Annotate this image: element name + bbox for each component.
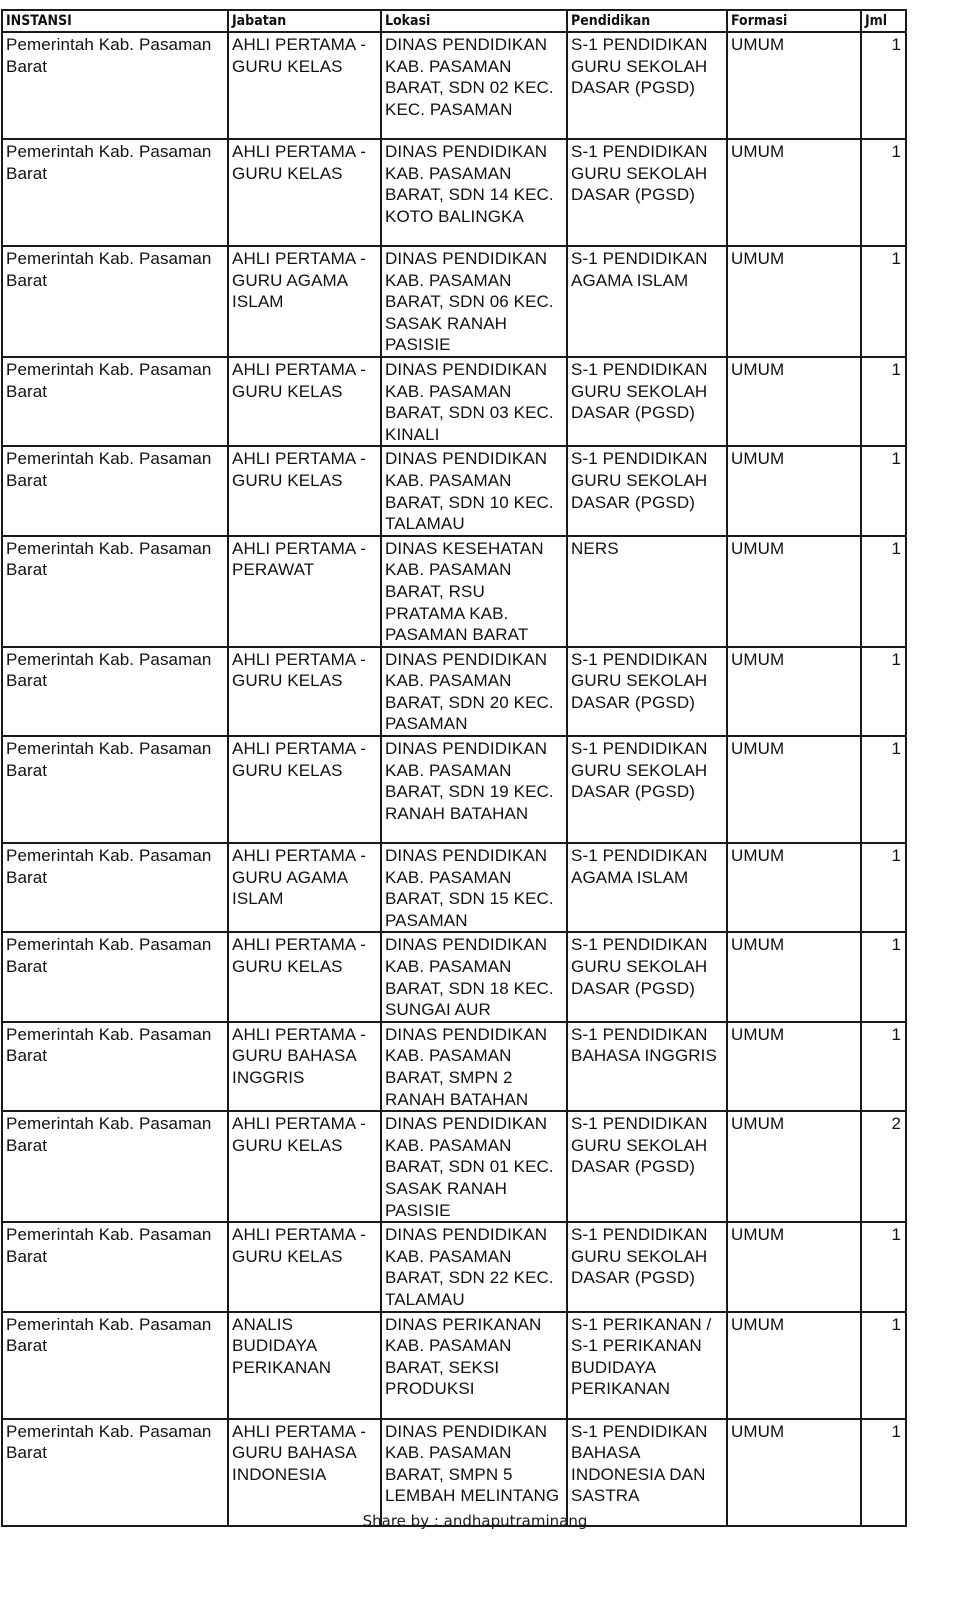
cell-jabatan: AHLI PERTAMA - GURU KELAS bbox=[228, 1111, 381, 1222]
cell-pendidikan: S-1 PENDIDIKAN GURU SEKOLAH DASAR (PGSD) bbox=[567, 1111, 727, 1222]
cell-lokasi: DINAS PENDIDIKAN KAB. PASAMAN BARAT, SDN 01 KEC. SASAK RANAH PASISIE bbox=[381, 1111, 567, 1222]
cell-formasi: UMUM bbox=[727, 1222, 861, 1311]
cell-jabatan: AHLI PERTAMA - GURU AGAMA ISLAM bbox=[228, 843, 381, 932]
cell-jml: 1 bbox=[861, 736, 906, 843]
cell-jabatan: AHLI PERTAMA - PERAWAT bbox=[228, 536, 381, 647]
cell-jabatan: ANALIS BUDIDAYA PERIKANAN bbox=[228, 1312, 381, 1419]
cell-pendidikan: S-1 PENDIDIKAN GURU SEKOLAH DASAR (PGSD) bbox=[567, 357, 727, 446]
header-jabatan: Jabatan bbox=[228, 10, 381, 32]
header-row bbox=[2, 10, 906, 32]
cell-instansi: Pemerintah Kab. Pasaman Barat bbox=[2, 357, 228, 446]
table-row bbox=[2, 932, 906, 1021]
cell-instansi: Pemerintah Kab. Pasaman Barat bbox=[2, 536, 228, 647]
cell-jabatan: AHLI PERTAMA - GURU BAHASA INGGRIS bbox=[228, 1022, 381, 1111]
cell-pendidikan: S-1 PENDIDIKAN GURU SEKOLAH DASAR (PGSD) bbox=[567, 647, 727, 736]
cell-instansi: Pemerintah Kab. Pasaman Barat bbox=[2, 736, 228, 843]
cell-instansi: Pemerintah Kab. Pasaman Barat bbox=[2, 32, 228, 139]
cell-lokasi: DINAS PENDIDIKAN KAB. PASAMAN BARAT, SDN 22 KEC. TALAMAU bbox=[381, 1222, 567, 1311]
cell-lokasi: DINAS PERIKANAN KAB. PASAMAN BARAT, SEKSI PRODUKSI bbox=[381, 1312, 567, 1419]
cell-pendidikan: S-1 PERIKANAN / S-1 PERIKANAN BUDIDAYA PERIKANAN bbox=[567, 1312, 727, 1419]
cell-pendidikan: S-1 PENDIDIKAN GURU SEKOLAH DASAR (PGSD) bbox=[567, 32, 727, 139]
cell-lokasi: DINAS PENDIDIKAN KAB. PASAMAN BARAT, SDN 18 KEC. SUNGAI AUR bbox=[381, 932, 567, 1021]
cell-jml: 1 bbox=[861, 1022, 906, 1111]
table-row bbox=[2, 357, 906, 446]
header-lokasi: Lokasi bbox=[381, 10, 567, 32]
header-pendidikan: Pendidikan bbox=[567, 10, 727, 32]
cell-jml: 1 bbox=[861, 246, 906, 357]
cell-lokasi: DINAS PENDIDIKAN KAB. PASAMAN BARAT, SDN 10 KEC. TALAMAU bbox=[381, 446, 567, 535]
cell-jabatan: AHLI PERTAMA - GURU KELAS bbox=[228, 932, 381, 1021]
cell-jml: 1 bbox=[861, 1419, 906, 1526]
cell-instansi: Pemerintah Kab. Pasaman Barat bbox=[2, 139, 228, 246]
cell-pendidikan: S-1 PENDIDIKAN GURU SEKOLAH DASAR (PGSD) bbox=[567, 446, 727, 535]
vacancy-table bbox=[1, 9, 907, 1527]
cell-pendidikan: S-1 PENDIDIKAN BAHASA INDONESIA DAN SASTRA bbox=[567, 1419, 727, 1526]
cell-lokasi: DINAS PENDIDIKAN KAB. PASAMAN BARAT, SMPN 2 RANAH BATAHAN bbox=[381, 1022, 567, 1111]
cell-formasi: UMUM bbox=[727, 1111, 861, 1222]
cell-pendidikan: S-1 PENDIDIKAN GURU SEKOLAH DASAR (PGSD) bbox=[567, 736, 727, 843]
cell-jabatan: AHLI PERTAMA - GURU KELAS bbox=[228, 446, 381, 535]
cell-instansi: Pemerintah Kab. Pasaman Barat bbox=[2, 1222, 228, 1311]
cell-jml: 1 bbox=[861, 357, 906, 446]
table-row bbox=[2, 1111, 906, 1222]
cell-jabatan: AHLI PERTAMA - GURU AGAMA ISLAM bbox=[228, 246, 381, 357]
cell-formasi: UMUM bbox=[727, 1419, 861, 1526]
cell-lokasi: DINAS PENDIDIKAN KAB. PASAMAN BARAT, SDN 15 KEC. PASAMAN bbox=[381, 843, 567, 932]
cell-formasi: UMUM bbox=[727, 647, 861, 736]
cell-pendidikan: S-1 PENDIDIKAN AGAMA ISLAM bbox=[567, 246, 727, 357]
header-jml: Jml bbox=[861, 10, 906, 32]
cell-jabatan: AHLI PERTAMA - GURU BAHASA INDONESIA bbox=[228, 1419, 381, 1526]
table-row bbox=[2, 1022, 906, 1111]
cell-jabatan: AHLI PERTAMA - GURU KELAS bbox=[228, 1222, 381, 1311]
cell-instansi: Pemerintah Kab. Pasaman Barat bbox=[2, 843, 228, 932]
cell-jml: 1 bbox=[861, 139, 906, 246]
cell-formasi: UMUM bbox=[727, 536, 861, 647]
table-row bbox=[2, 536, 906, 647]
cell-formasi: UMUM bbox=[727, 32, 861, 139]
cell-instansi: Pemerintah Kab. Pasaman Barat bbox=[2, 647, 228, 736]
cell-instansi: Pemerintah Kab. Pasaman Barat bbox=[2, 1312, 228, 1419]
cell-instansi: Pemerintah Kab. Pasaman Barat bbox=[2, 1419, 228, 1526]
footer-credit: Share by : andhaputraminang bbox=[362, 1512, 588, 1530]
cell-lokasi: DINAS PENDIDIKAN KAB. PASAMAN BARAT, SDN 03 KEC. KINALI bbox=[381, 357, 567, 446]
cell-formasi: UMUM bbox=[727, 843, 861, 932]
cell-jml: 1 bbox=[861, 536, 906, 647]
table-row bbox=[2, 246, 906, 357]
cell-jml: 1 bbox=[861, 32, 906, 139]
cell-lokasi: DINAS PENDIDIKAN KAB. PASAMAN BARAT, SDN 14 KEC. KOTO BALINGKA bbox=[381, 139, 567, 246]
cell-instansi: Pemerintah Kab. Pasaman Barat bbox=[2, 246, 228, 357]
cell-pendidikan: S-1 PENDIDIKAN GURU SEKOLAH DASAR (PGSD) bbox=[567, 139, 727, 246]
cell-jml: 1 bbox=[861, 1222, 906, 1311]
cell-formasi: UMUM bbox=[727, 1312, 861, 1419]
cell-formasi: UMUM bbox=[727, 357, 861, 446]
cell-pendidikan: NERS bbox=[567, 536, 727, 647]
cell-instansi: Pemerintah Kab. Pasaman Barat bbox=[2, 1022, 228, 1111]
cell-formasi: UMUM bbox=[727, 1022, 861, 1111]
cell-lokasi: DINAS PENDIDIKAN KAB. PASAMAN BARAT, SDN 19 KEC. RANAH BATAHAN bbox=[381, 736, 567, 843]
table-row bbox=[2, 446, 906, 535]
cell-jml: 2 bbox=[861, 1111, 906, 1222]
cell-instansi: Pemerintah Kab. Pasaman Barat bbox=[2, 932, 228, 1021]
cell-lokasi: DINAS PENDIDIKAN KAB. PASAMAN BARAT, SDN 06 KEC. SASAK RANAH PASISIE bbox=[381, 246, 567, 357]
cell-lokasi: DINAS PENDIDIKAN KAB. PASAMAN BARAT, SMPN 5 LEMBAH MELINTANG bbox=[381, 1419, 567, 1526]
table-row bbox=[2, 1222, 906, 1311]
cell-jabatan: AHLI PERTAMA - GURU KELAS bbox=[228, 139, 381, 246]
cell-jml: 1 bbox=[861, 843, 906, 932]
cell-formasi: UMUM bbox=[727, 246, 861, 357]
cell-jabatan: AHLI PERTAMA - GURU KELAS bbox=[228, 736, 381, 843]
cell-jabatan: AHLI PERTAMA - GURU KELAS bbox=[228, 32, 381, 139]
table-row bbox=[2, 843, 906, 932]
table-row bbox=[2, 32, 906, 139]
table-row bbox=[2, 736, 906, 843]
cell-lokasi: DINAS KESEHATAN KAB. PASAMAN BARAT, RSU PRATAMA KAB. PASAMAN BARAT bbox=[381, 536, 567, 647]
cell-jabatan: AHLI PERTAMA - GURU KELAS bbox=[228, 647, 381, 736]
cell-jml: 1 bbox=[861, 932, 906, 1021]
cell-pendidikan: S-1 PENDIDIKAN AGAMA ISLAM bbox=[567, 843, 727, 932]
table-row bbox=[2, 1419, 906, 1526]
cell-pendidikan: S-1 PENDIDIKAN GURU SEKOLAH DASAR (PGSD) bbox=[567, 1222, 727, 1311]
cell-formasi: UMUM bbox=[727, 139, 861, 246]
cell-pendidikan: S-1 PENDIDIKAN BAHASA INGGRIS bbox=[567, 1022, 727, 1111]
cell-formasi: UMUM bbox=[727, 446, 861, 535]
cell-lokasi: DINAS PENDIDIKAN KAB. PASAMAN BARAT, SDN 20 KEC. PASAMAN bbox=[381, 647, 567, 736]
cell-lokasi: DINAS PENDIDIKAN KAB. PASAMAN BARAT, SDN 02 KEC. KEC. PASAMAN bbox=[381, 32, 567, 139]
cell-instansi: Pemerintah Kab. Pasaman Barat bbox=[2, 1111, 228, 1222]
header-formasi: Formasi bbox=[727, 10, 861, 32]
cell-pendidikan: S-1 PENDIDIKAN GURU SEKOLAH DASAR (PGSD) bbox=[567, 932, 727, 1021]
cell-formasi: UMUM bbox=[727, 736, 861, 843]
cell-formasi: UMUM bbox=[727, 932, 861, 1021]
table-row bbox=[2, 139, 906, 246]
cell-jml: 1 bbox=[861, 1312, 906, 1419]
cell-jml: 1 bbox=[861, 446, 906, 535]
table-row bbox=[2, 1312, 906, 1419]
header-instansi: INSTANSI bbox=[2, 10, 228, 32]
table-row bbox=[2, 647, 906, 736]
cell-jml: 1 bbox=[861, 647, 906, 736]
cell-instansi: Pemerintah Kab. Pasaman Barat bbox=[2, 446, 228, 535]
cell-jabatan: AHLI PERTAMA - GURU KELAS bbox=[228, 357, 381, 446]
